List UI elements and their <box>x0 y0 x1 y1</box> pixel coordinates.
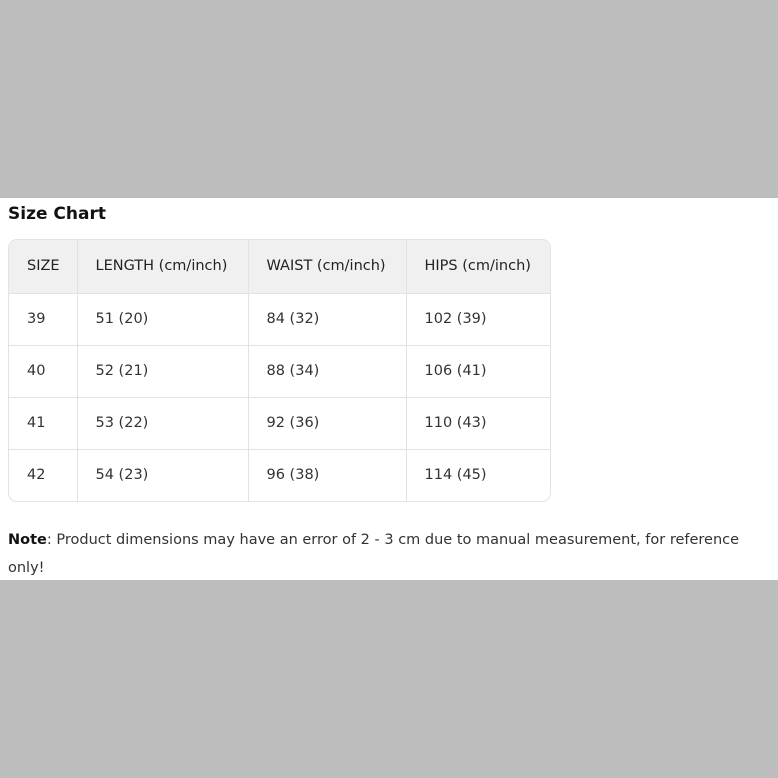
size-chart-panel <box>0 198 778 580</box>
table-row <box>9 293 550 345</box>
cell-hips: 114 (45) <box>424 467 487 484</box>
cell-waist: 88 (34) <box>248 345 406 397</box>
header-waist: WAIST (cm/inch) <box>248 240 406 293</box>
bottom-gray-band <box>0 580 778 778</box>
note-line-1-text: : Product dimensions may have an error of 2 - 3 cm due to manual measurement, for reference only! <box>8 532 740 576</box>
table-row <box>9 397 550 449</box>
table-row <box>9 345 550 397</box>
cell-size: 40 <box>9 345 77 397</box>
cell-waist: 96 (38) <box>248 449 406 501</box>
cell-length: 54 (23) <box>77 449 248 501</box>
size-table <box>9 240 550 501</box>
cell-size: 41 <box>9 397 77 449</box>
cell-size: 39 <box>9 293 77 345</box>
cell-waist: 92 (36) <box>248 397 406 449</box>
note-label: Note <box>8 532 47 548</box>
cell-length: 53 (22) <box>77 397 248 449</box>
cell-hips: 110 (43) <box>406 397 550 449</box>
note-line-1 <box>8 526 773 582</box>
cell-length: 51 (20) <box>77 293 248 345</box>
cell-length: 52 (21) <box>77 345 248 397</box>
size-table-container <box>8 239 551 502</box>
table-header-row <box>9 240 550 293</box>
cell-hips: 106 (41) <box>406 345 550 397</box>
header-length: LENGTH (cm/inch) <box>77 240 248 293</box>
cell-waist: 84 (32) <box>248 293 406 345</box>
header-size: SIZE <box>9 240 77 293</box>
table-row <box>9 449 550 501</box>
cell-hips: 102 (39) <box>406 293 550 345</box>
page-title: Size Chart <box>8 204 106 224</box>
top-gray-band <box>0 0 778 198</box>
cell-size: 42 <box>9 449 77 501</box>
header-hips: HIPS (cm/inch) <box>406 240 550 293</box>
